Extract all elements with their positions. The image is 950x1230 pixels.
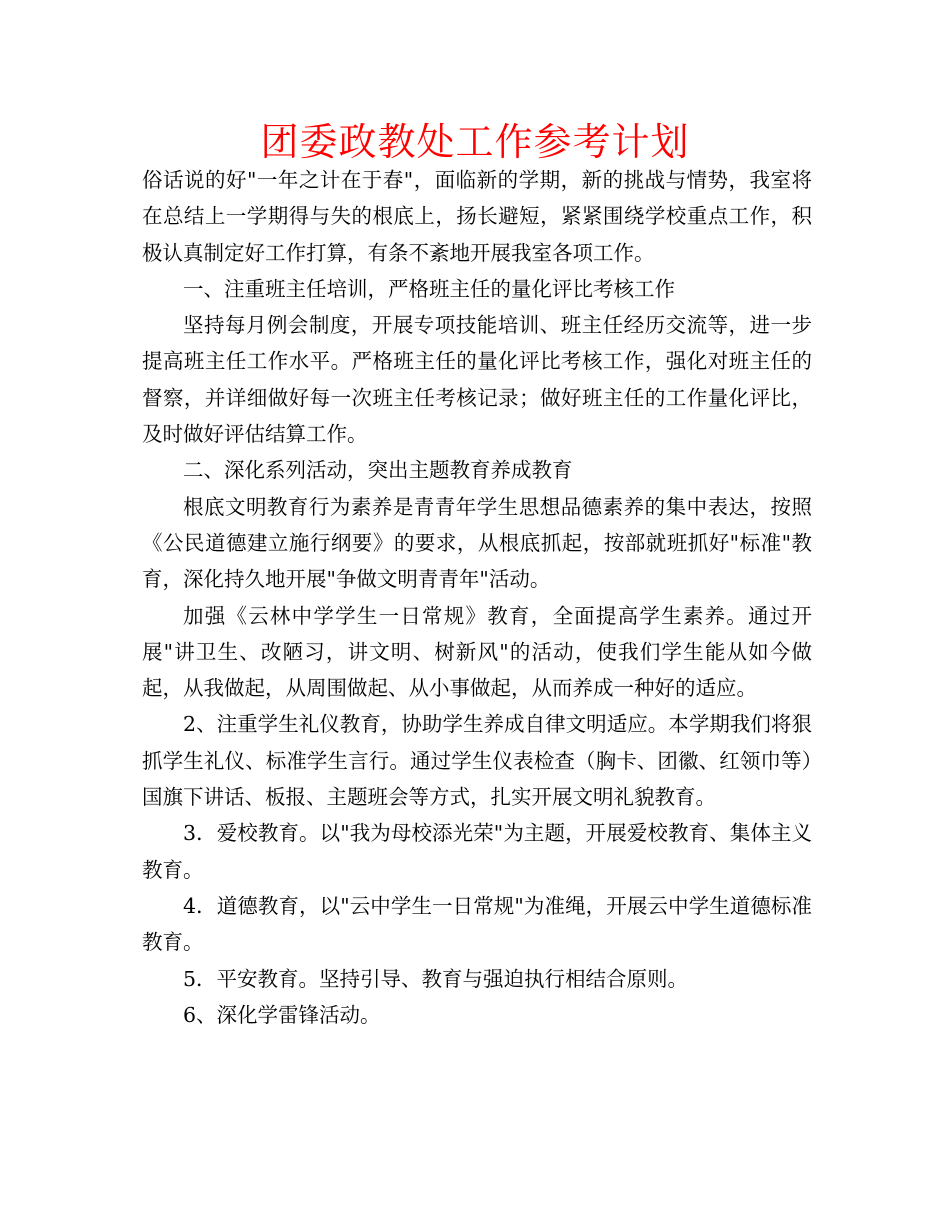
paragraph: 一、注重班主任培训，严格班主任的量化评比考核工作 (183, 276, 675, 301)
document-title: 团委政教处工作参考计划 (260, 120, 690, 164)
paragraph: 6、深化学雷锋活动。 (183, 1002, 381, 1027)
paragraph: 3．爱校教育。以"我为母校添光荣"为主题，开展爱校教育、集体主义教育。 (142, 821, 812, 882)
paragraph: 2、注重学生礼仪教育，协助学生养成自律文明适应。本学期我们将狠抓学生礼仪、标准学生言行。通过学生仪表检查（胸卡、团徽、红领巾等）国旗下讲话、板报、主题班会等方式，扎实开展文明礼貌教育。 (142, 712, 812, 810)
paragraph: 4．道德教育，以"云中学生一日常规"为准绳，开展云中学生道德标准教育。 (142, 893, 812, 955)
paragraph: 加强《云林中学学生一日常规》教育，全面提高学生素养。通过开展"讲卫生、改陋习，讲文明、树新风"的活动，使我们学生能从如今做起，从我做起，从周围做起、从小事做起，从而养成一种好的适应。 (142, 603, 812, 701)
paragraph: 俗话说的好"一年之计在于春"，面临新的学期，新的挑战与情势，我室将在总结上一学期得与失的根底上，扬长避短，紧紧围绕学校重点工作，积极认真制定好工作打算，有条不紊地开展我室各项工作。 (142, 168, 812, 265)
paragraph: 二、深化系列活动，突出主题教育养成教育 (183, 458, 573, 483)
paragraph: 坚持每月例会制度，开展专项技能培训、班主任经历交流等，进一步提高班主任工作水平。严格班主任的量化评比考核工作，强化对班主任的督察，并详细做好每一次班主任考核记录；做好班主任的工作量化评比，及时做好评估结算工作。 (142, 313, 812, 447)
paragraph: 5．平安教育。坚持引导、教育与强迫执行相结合原则。 (183, 966, 689, 991)
paragraph: 根底文明教育行为素养是青青年学生思想品德素养的集中表达，按照《公民道德建立施行纲要》的要求，从根底抓起，按部就班抓好"标准"教育，深化持久地开展"争做文明青青年"活动。 (142, 494, 812, 592)
document-body (142, 162, 812, 1033)
